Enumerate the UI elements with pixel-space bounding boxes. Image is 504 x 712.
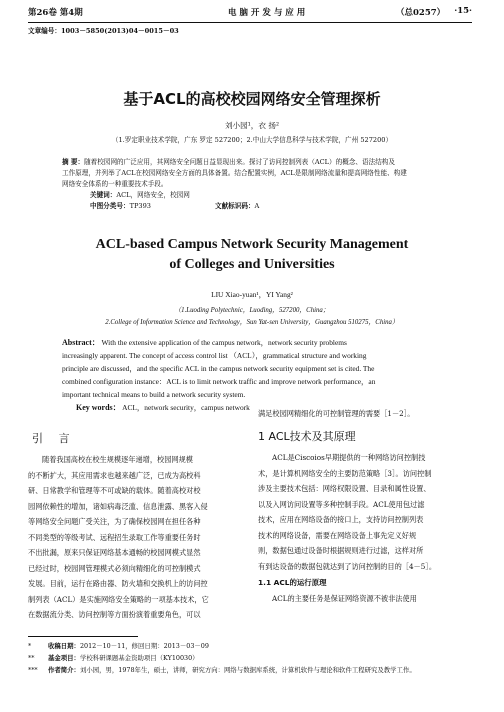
footnote-mark: * <box>28 642 32 650</box>
footnote-label: 作者简介： <box>48 666 80 674</box>
header-total: （总0257） <box>396 8 446 18</box>
footnote-text: 学校科研课题基金资助项目（KY10030） <box>79 654 199 662</box>
text-line: 等网络安全问题广受关注，为了确保校园网在担任各种 <box>28 517 201 526</box>
article-number: 文章编号：1003－5850(2013)04－0015－03 <box>28 27 179 35</box>
affiliation-cn: （1.罗定职业技术学院，广东 罗定 527200；2.中山大学信息科学与技术学院，广州 527200） <box>111 136 393 144</box>
footnote-mark: ** <box>28 654 35 662</box>
abstract-en-line: combined configuration instance：ACL is to limit network traffic and improve network performance，an <box>62 377 376 386</box>
authors-cn: 刘小园¹，衣 扬² <box>224 121 280 130</box>
affiliation-en-line: 2.College of Information Science and Technology，Sun Yat-sen University，Guangzhou 510275，China） <box>105 319 399 326</box>
text-line: 园网依赖性的增加，诸如病毒泛滥、信息泄露、黑客入侵 <box>28 501 208 511</box>
abstract-cn-line: 网络安全体系的一种重要技术手段。 <box>62 180 168 188</box>
text-line: 则，数据包通过设备时根据规则进行过滤，这样对所 <box>258 546 424 555</box>
text-line: 技术，应用在网络设备的接口上，支持访问控制列表 <box>258 515 424 524</box>
text-line: 的不断扩大，其应用需求也越来越广泛，已成为高校科 <box>28 470 201 480</box>
subsection-1-1-heading: 1.1 ACL的运行原理 <box>258 578 327 587</box>
running-header <box>28 6 472 20</box>
title-en-line: ACL-based Campus Network Security Management <box>95 237 409 252</box>
abstract-en <box>62 336 454 414</box>
doc-code-label: 文献标识码： <box>214 202 255 210</box>
text-line: 满足校园网精细化的可控制管理的需要［1－2］。 <box>258 409 415 418</box>
text-line: ACL是Ciscoios早期提供的一种网络访问控制技 <box>272 453 426 462</box>
footnote-funding <box>28 653 199 664</box>
keywords-cn-label: 关键词： <box>90 191 117 199</box>
left-column <box>28 452 248 623</box>
abstract-cn <box>62 157 454 212</box>
doc-code: A <box>254 202 260 210</box>
abstract-en-label: Abstract： <box>62 338 100 347</box>
text-line: 以及入网访问设置等多种控制手段。ACL使用包过滤 <box>258 499 425 509</box>
header-rule <box>28 22 472 23</box>
text-line: 术，是计算机网络安全的主要防范策略［3］。访问控制 <box>258 468 432 478</box>
footnote-mark: *** <box>28 666 38 674</box>
text-line: 技术的网络设备，需要在网络设备上事先定义好规 <box>258 530 417 540</box>
text-line: 随着我国高校在校生规模逐年递增，校园网规模 <box>42 455 193 464</box>
footnote-text: 2012－10－11，修回日期：2013－03－09 <box>79 642 209 650</box>
text-line: 不出批漏，原来只保证网络基本通畅的校园网模式显然 <box>28 548 201 557</box>
intro-heading: 引 言 <box>32 432 76 445</box>
keywords-cn: ACL，网络安全，校园网 <box>116 191 190 199</box>
text-line: 在数据流分类、访问控制等方面扮演着重要角色，可以 <box>28 610 201 619</box>
text-line: 制列表（ACL）是实施网络安全策略的一项基本技术，它 <box>28 594 209 604</box>
subsection-1-1-body <box>258 591 480 607</box>
text-line: 有到达设备的数据包就达到了访问控制的目的［4－5］。 <box>258 561 437 571</box>
text-line: 研、日常教学和管理等不可或缺的载体。随着高校对校 <box>28 486 201 495</box>
text-line: ACL的主要任务是保证网络资源不被非法使用 <box>272 594 417 603</box>
keywords-en: ACL，network security，campus network <box>122 403 250 412</box>
authors-en: LIU Xiao-yuan¹，YI Yang² <box>211 290 293 299</box>
footnote-label: 收稿日期： <box>48 642 80 650</box>
abstract-en-line: increasingly apparent. The concept of access control list （ACL），grammatical structure and working <box>62 351 367 360</box>
abstract-cn-line: 随着校园网的广泛应用，其网络安全问题日益显现出来。探讨了访问控制列表（ACL）的概念、语法结构及 <box>84 158 395 166</box>
title-en-line: of Colleges and Universities <box>169 257 335 272</box>
abstract-en-line: With the extensive application of the campus network，network security problems <box>101 338 347 347</box>
header-journal: 电 脑 开 发 与 应 用 <box>228 8 306 18</box>
abstract-en-line: principle are discussed，and the specific ACL in the campus network security equipment set is cited. The <box>62 364 375 373</box>
text-line: 涉及主要技术包括：网络权限设置、目录和属性设置、 <box>258 484 431 493</box>
footnote-received <box>28 641 209 652</box>
clc-label: 中图分类号： <box>90 202 130 210</box>
keywords-en-label: Key words： <box>76 403 121 412</box>
affiliation-en-line: （1.Luoding Polytechnic，Luoding，527200，China； <box>174 307 330 314</box>
header-page: ·15· <box>454 6 472 16</box>
abstract-en-line: important technical means to build a network security system. <box>62 390 246 399</box>
header-volume: 第26卷 第4期 <box>28 8 83 18</box>
clc-number: TP393 <box>129 202 151 210</box>
text-line: 不同类型的等级考试、远程招生录取工作等重要任务时 <box>28 532 201 542</box>
abstract-cn-line: 工作原理，并列举了ACL在校园网络安全方面的具体备置。结合配置实例，ACL是限制网络流量和提高网络性能、构建 <box>62 169 407 177</box>
abstract-cn-label: 摘 要： <box>62 158 85 166</box>
section-1-body <box>258 450 480 574</box>
right-column <box>258 406 480 422</box>
footnote-author <box>28 665 416 676</box>
footnote-rule <box>28 636 138 637</box>
footnote-text: 刘小园，男，1978年生，硕士，讲师，研究方向：网络与数据库系统，计算机软件与理论和软件工程研究及教学工作。 <box>79 666 416 674</box>
section-1-heading: 1 ACL技术及其原理 <box>258 430 356 443</box>
text-line: 已经过时，校园网管理模式必须向精细化的可控制模式 <box>28 563 201 573</box>
text-line: 发展。目前，运行在路由器、防火墙和交换机上的访问控 <box>28 579 208 588</box>
footnote-label: 基金项目： <box>48 654 80 662</box>
title-cn: 基于ACL的高校校园网络安全管理探析 <box>123 90 381 108</box>
